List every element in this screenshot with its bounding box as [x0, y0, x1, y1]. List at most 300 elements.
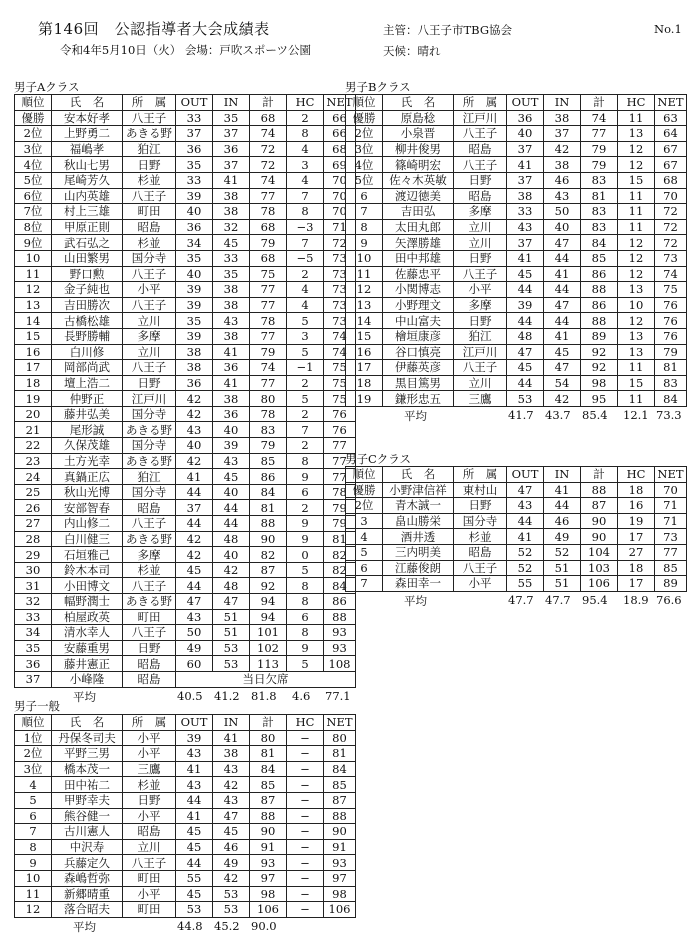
average-value: 45.2 — [214, 918, 240, 933]
table-row — [15, 594, 356, 610]
score-cell: 37 — [544, 126, 581, 142]
score-cell: 44 — [213, 516, 250, 532]
score-cell: 82 — [250, 547, 287, 563]
score-cell: 108 — [324, 656, 356, 672]
table-row — [15, 391, 356, 407]
score-cell: 93 — [250, 855, 287, 871]
column-header: IN — [544, 95, 581, 111]
score-cell: 94 — [250, 609, 287, 625]
score-cell: 44 — [544, 250, 581, 266]
score-cell: − — [287, 761, 324, 777]
rank-cell: 35 — [15, 640, 52, 656]
table-row — [15, 297, 356, 313]
rank-cell: 2位 — [346, 126, 383, 142]
score-cell: 47 — [544, 235, 581, 251]
score-cell: 江戸川 — [454, 110, 507, 126]
table-row — [346, 297, 687, 313]
column-header: OUT — [176, 715, 213, 731]
rank-cell: 15 — [15, 328, 52, 344]
score-cell: 45 — [213, 235, 250, 251]
table-row — [346, 110, 687, 126]
score-cell: 83 — [581, 219, 618, 235]
column-header: 所 属 — [123, 715, 176, 731]
player-name: 田中邦雄 — [383, 250, 454, 266]
score-cell: 81 — [250, 500, 287, 516]
score-cell: 多摩 — [454, 204, 507, 220]
rank-cell: 25 — [15, 484, 52, 500]
score-cell: 51 — [213, 625, 250, 641]
score-cell: 78 — [324, 484, 356, 500]
rank-cell: 23 — [15, 453, 52, 469]
score-cell: 83 — [581, 204, 618, 220]
score-cell: あきる野 — [123, 594, 176, 610]
rank-cell: 30 — [15, 562, 52, 578]
score-cell: 40 — [176, 438, 213, 454]
table-row — [346, 250, 687, 266]
score-cell: 立川 — [123, 313, 176, 329]
score-cell: 86 — [581, 266, 618, 282]
score-cell: 43 — [213, 792, 250, 808]
rank-cell: 5位 — [15, 172, 52, 188]
table-row — [15, 110, 356, 126]
table-row — [346, 172, 687, 188]
rank-cell: 24 — [15, 469, 52, 485]
player-name: 長野勝輔 — [52, 328, 123, 344]
score-cell: 42 — [176, 531, 213, 547]
score-cell: 40 — [213, 547, 250, 563]
score-cell: 日野 — [123, 375, 176, 391]
score-cell: 50 — [544, 204, 581, 220]
player-name: 内山修二 — [52, 516, 123, 532]
rank-cell: 19 — [15, 391, 52, 407]
score-cell: 46 — [544, 172, 581, 188]
score-cell: 13 — [618, 328, 655, 344]
score-cell: 70 — [655, 188, 687, 204]
score-cell: 38 — [213, 297, 250, 313]
score-cell: 72 — [655, 219, 687, 235]
score-cell: 49 — [176, 640, 213, 656]
score-cell: 狛江 — [123, 469, 176, 485]
score-cell: 72 — [250, 157, 287, 173]
score-cell: 11 — [618, 391, 655, 407]
score-cell: 18 — [618, 560, 655, 576]
average-value: 4.6 — [292, 688, 311, 703]
score-cell: 77 — [250, 297, 287, 313]
score-cell: 40 — [507, 126, 544, 142]
score-cell: 39 — [176, 188, 213, 204]
score-cell: 42 — [176, 406, 213, 422]
player-name: 柏屋政英 — [52, 609, 123, 625]
score-cell: 日野 — [454, 313, 507, 329]
score-cell: 106 — [250, 902, 287, 918]
table-row — [15, 282, 356, 298]
player-name: 藤井弘美 — [52, 406, 123, 422]
score-cell: 江戸川 — [123, 391, 176, 407]
score-cell: 狛江 — [123, 141, 176, 157]
score-cell: あきる野 — [123, 126, 176, 142]
score-cell: 41 — [176, 808, 213, 824]
score-cell: 町田 — [123, 609, 176, 625]
score-cell: 81 — [581, 188, 618, 204]
table-row — [15, 761, 356, 777]
score-cell: 80 — [324, 730, 356, 746]
table-row — [346, 328, 687, 344]
score-cell: 2 — [287, 438, 324, 454]
score-cell: 41 — [544, 328, 581, 344]
score-cell: 杉並 — [454, 529, 507, 545]
score-cell: 日野 — [454, 172, 507, 188]
score-cell: 杉並 — [123, 777, 176, 793]
player-name: 古橋松雄 — [52, 313, 123, 329]
average-value: 47.7 — [545, 592, 571, 607]
rank-cell: 6 — [346, 560, 383, 576]
score-cell: 小平 — [123, 282, 176, 298]
score-cell: 47 — [213, 594, 250, 610]
score-cell: 41 — [176, 761, 213, 777]
score-cell: 39 — [213, 438, 250, 454]
player-name: 原島稔 — [383, 110, 454, 126]
table-row — [15, 141, 356, 157]
score-cell: 81 — [250, 746, 287, 762]
score-cell: 41 — [213, 730, 250, 746]
column-header: 所 属 — [123, 95, 176, 111]
player-name: 小関博志 — [383, 282, 454, 298]
score-cell: 41 — [507, 529, 544, 545]
score-cell: 8 — [287, 126, 324, 142]
score-cell: 国分寺 — [123, 250, 176, 266]
table-row — [15, 902, 356, 918]
score-cell: 35 — [176, 313, 213, 329]
rank-cell: 優勝 — [346, 110, 383, 126]
average-value: 77.1 — [325, 688, 351, 703]
score-cell: 立川 — [123, 839, 176, 855]
score-cell: 73 — [324, 250, 356, 266]
rank-cell: 33 — [15, 609, 52, 625]
score-cell: 38 — [176, 360, 213, 376]
score-cell: 74 — [324, 344, 356, 360]
score-cell: 44 — [544, 282, 581, 298]
score-cell: 79 — [581, 141, 618, 157]
rank-cell: 9 — [15, 855, 52, 871]
score-cell: 八王子 — [454, 126, 507, 142]
player-name: 上野勇二 — [52, 126, 123, 142]
column-header: 氏 名 — [383, 95, 454, 111]
rank-cell: 優勝 — [346, 482, 383, 498]
score-cell: 84 — [250, 761, 287, 777]
player-name: 橋本茂一 — [52, 761, 123, 777]
score-cell: 97 — [324, 870, 356, 886]
player-name: 尾崎芳久 — [52, 172, 123, 188]
score-cell: 43 — [176, 422, 213, 438]
score-cell: 15 — [618, 375, 655, 391]
score-cell: 八王子 — [123, 516, 176, 532]
score-cell: 37 — [507, 172, 544, 188]
score-cell: 国分寺 — [454, 513, 507, 529]
score-cell: 44 — [507, 282, 544, 298]
results-table-c — [345, 466, 687, 592]
average-value: 40.5 — [177, 688, 203, 703]
column-header: HC — [618, 95, 655, 111]
table-row — [346, 544, 687, 560]
table-row — [15, 438, 356, 454]
table-row — [15, 172, 356, 188]
score-cell: 37 — [507, 141, 544, 157]
rank-cell: 6 — [346, 188, 383, 204]
score-cell: 35 — [213, 266, 250, 282]
table-row — [15, 484, 356, 500]
column-header: NET — [655, 467, 687, 483]
score-cell: 84 — [581, 235, 618, 251]
score-cell: 2 — [287, 406, 324, 422]
rank-cell: 8 — [15, 839, 52, 855]
score-cell: 41 — [544, 482, 581, 498]
score-cell: − — [287, 855, 324, 871]
score-cell: 8 — [287, 625, 324, 641]
player-name: 丹保冬司夫 — [52, 730, 123, 746]
column-header: 順位 — [346, 95, 383, 111]
score-cell: 75 — [250, 266, 287, 282]
score-cell: 39 — [176, 297, 213, 313]
score-cell: 79 — [581, 157, 618, 173]
score-cell: 45 — [176, 886, 213, 902]
score-cell: 75 — [324, 391, 356, 407]
score-cell: 98 — [324, 886, 356, 902]
score-cell: 32 — [213, 219, 250, 235]
rank-cell: 7位 — [15, 204, 52, 220]
score-cell: 5 — [287, 656, 324, 672]
table-row — [346, 141, 687, 157]
score-cell: 92 — [581, 344, 618, 360]
column-header: NET — [655, 95, 687, 111]
score-cell: 68 — [655, 172, 687, 188]
table-row — [346, 313, 687, 329]
score-cell: 15 — [618, 172, 655, 188]
score-cell: 38 — [213, 188, 250, 204]
rank-cell: 4 — [346, 529, 383, 545]
column-header: 順位 — [15, 715, 52, 731]
score-cell: 82 — [324, 547, 356, 563]
rank-cell: 4位 — [346, 157, 383, 173]
score-cell: 106 — [581, 576, 618, 592]
score-cell: 53 — [507, 391, 544, 407]
absence-note: 当日欠席 — [176, 671, 356, 687]
score-cell: 八王子 — [454, 360, 507, 376]
rank-cell: 5 — [346, 544, 383, 560]
score-cell: 昭島 — [454, 544, 507, 560]
score-cell: 42 — [213, 777, 250, 793]
table-row — [15, 157, 356, 173]
score-cell: 小平 — [123, 808, 176, 824]
table-row — [15, 730, 356, 746]
table-row — [15, 671, 356, 687]
column-header: HC — [287, 715, 324, 731]
average-value: 81.8 — [251, 688, 277, 703]
score-cell: あきる野 — [123, 453, 176, 469]
average-value: 47.7 — [508, 592, 534, 607]
score-cell: 50 — [176, 625, 213, 641]
score-cell: 42 — [544, 141, 581, 157]
score-cell: 77 — [581, 126, 618, 142]
rank-cell: 17 — [346, 360, 383, 376]
table-row — [15, 578, 356, 594]
rank-cell: 11 — [15, 886, 52, 902]
score-cell: 84 — [655, 391, 687, 407]
average-label: 平均 — [404, 409, 427, 423]
score-cell: 41 — [213, 172, 250, 188]
average-value: 18.9 — [623, 592, 649, 607]
score-cell: 43 — [213, 313, 250, 329]
score-cell: 83 — [655, 375, 687, 391]
score-cell: − — [287, 808, 324, 824]
score-cell: 85 — [324, 777, 356, 793]
score-cell: 84 — [250, 484, 287, 500]
player-name: 伊藤英彦 — [383, 360, 454, 376]
average-value: 76.6 — [656, 592, 682, 607]
table-row — [15, 609, 356, 625]
score-cell: 77 — [324, 438, 356, 454]
score-cell: 0 — [287, 547, 324, 563]
score-cell: 70 — [655, 482, 687, 498]
score-cell: 52 — [507, 544, 544, 560]
results-table-ip — [14, 714, 356, 918]
score-cell: 昭島 — [454, 141, 507, 157]
score-cell: − — [287, 824, 324, 840]
score-cell: 日野 — [123, 792, 176, 808]
column-header: 計 — [250, 715, 287, 731]
rank-cell: 26 — [15, 500, 52, 516]
table-row — [346, 157, 687, 173]
table-row — [346, 126, 687, 142]
score-cell: 85 — [655, 560, 687, 576]
score-cell: 46 — [544, 513, 581, 529]
score-cell: 町田 — [123, 870, 176, 886]
rank-cell: 7 — [346, 204, 383, 220]
score-cell: 83 — [250, 422, 287, 438]
rank-cell: 2位 — [15, 746, 52, 762]
score-cell: − — [287, 746, 324, 762]
score-cell: 93 — [324, 625, 356, 641]
score-cell: 45 — [507, 360, 544, 376]
score-cell: 54 — [544, 375, 581, 391]
average-row — [14, 689, 355, 703]
score-cell: 44 — [176, 578, 213, 594]
score-cell: 38 — [213, 328, 250, 344]
player-name: 江藤俊朗 — [383, 560, 454, 576]
score-cell: 八王子 — [454, 560, 507, 576]
score-cell: 13 — [618, 126, 655, 142]
score-cell: 86 — [324, 594, 356, 610]
score-cell: 35 — [176, 250, 213, 266]
score-cell: −3 — [287, 219, 324, 235]
score-cell: 小平 — [123, 730, 176, 746]
score-cell: 12 — [618, 313, 655, 329]
score-cell: 88 — [250, 516, 287, 532]
rank-cell: 3位 — [346, 141, 383, 157]
player-name: 安部智春 — [52, 500, 123, 516]
page-number: No.1 — [654, 22, 682, 36]
score-cell: 45 — [176, 839, 213, 855]
score-cell: 19 — [618, 513, 655, 529]
score-cell: 日野 — [123, 640, 176, 656]
score-cell: 68 — [324, 141, 356, 157]
score-cell: 八王子 — [454, 266, 507, 282]
score-cell: − — [287, 902, 324, 918]
score-cell: 杉並 — [123, 235, 176, 251]
score-cell: 77 — [250, 188, 287, 204]
score-cell: 113 — [250, 656, 287, 672]
table-row — [15, 344, 356, 360]
cell: 昭島 — [123, 671, 176, 687]
cell: 37 — [15, 671, 52, 687]
score-cell: 37 — [213, 157, 250, 173]
section-label: 男子Bクラス — [345, 80, 411, 94]
average-row — [345, 593, 686, 607]
player-name: 尾形誠 — [52, 422, 123, 438]
rank-cell: 22 — [15, 438, 52, 454]
score-cell: 5 — [287, 344, 324, 360]
score-cell: 立川 — [454, 375, 507, 391]
score-cell: 48 — [507, 328, 544, 344]
score-cell: 79 — [250, 235, 287, 251]
score-cell: 73 — [324, 297, 356, 313]
average-value: 44.8 — [177, 918, 203, 933]
score-cell: 72 — [324, 235, 356, 251]
score-cell: 80 — [250, 391, 287, 407]
score-cell: −1 — [287, 360, 324, 376]
score-cell: 33 — [176, 110, 213, 126]
score-cell: 3 — [287, 328, 324, 344]
score-cell: 79 — [250, 438, 287, 454]
player-name: 安本好孝 — [52, 110, 123, 126]
rank-cell: 1位 — [15, 730, 52, 746]
score-cell: 43 — [544, 188, 581, 204]
player-name: 幅野潤士 — [52, 594, 123, 610]
score-cell: 8 — [287, 204, 324, 220]
score-cell: 97 — [250, 870, 287, 886]
score-cell: 44 — [507, 375, 544, 391]
rank-cell: 7 — [346, 576, 383, 592]
score-cell: 33 — [213, 250, 250, 266]
score-cell: 44 — [213, 500, 250, 516]
score-cell: 88 — [581, 482, 618, 498]
score-cell: 36 — [176, 141, 213, 157]
score-cell: 38 — [213, 746, 250, 762]
score-cell: 2 — [287, 500, 324, 516]
score-cell: 39 — [176, 730, 213, 746]
player-name: 小峰隆 — [52, 671, 123, 687]
average-value: 12.1 — [623, 408, 649, 422]
section-label: 男子一般 — [14, 699, 60, 713]
table-row — [346, 204, 687, 220]
score-cell: 狛江 — [454, 328, 507, 344]
table-row — [346, 498, 687, 514]
score-cell: 国分寺 — [123, 438, 176, 454]
score-cell: 11 — [618, 188, 655, 204]
player-name: 太田丸郎 — [383, 219, 454, 235]
score-cell: 78 — [250, 406, 287, 422]
average-label: 平均 — [73, 689, 96, 704]
score-cell: 53 — [213, 902, 250, 918]
score-cell: 90 — [581, 513, 618, 529]
score-cell: 47 — [176, 594, 213, 610]
table-row — [15, 516, 356, 532]
score-cell: 81 — [655, 360, 687, 376]
table-row — [15, 453, 356, 469]
rank-cell: 6 — [15, 808, 52, 824]
table-row — [15, 777, 356, 793]
score-cell: 73 — [324, 266, 356, 282]
column-header: 順位 — [346, 467, 383, 483]
